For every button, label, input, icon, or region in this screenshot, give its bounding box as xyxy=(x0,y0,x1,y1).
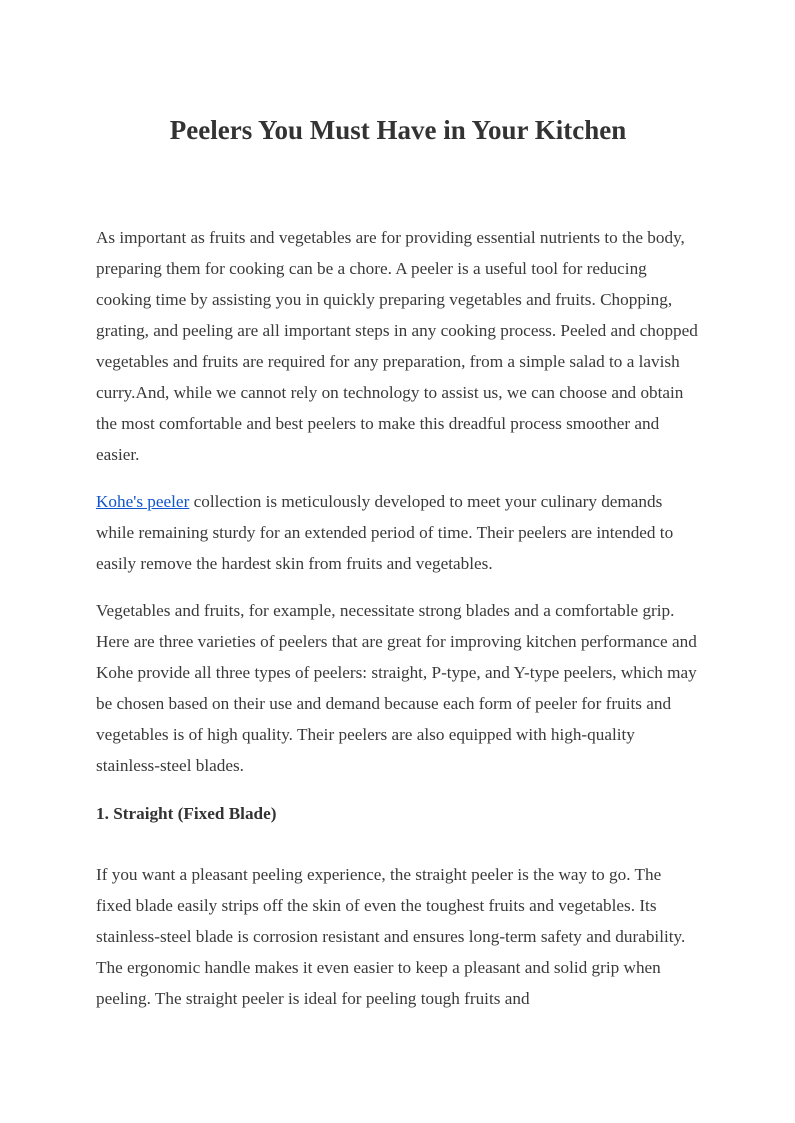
straight-peeler-paragraph: If you want a pleasant peeling experience, the straight peeler is the way to go. The fixed blade easily strips off the skin of even the toughest fruits and vegetables. Its stainless-steel blade is corrosion resistant and ensures long-term safety and durability. The ergonomic handle makes it even easier to keep a pleasant and solid grip when peeling. The straight peeler is ideal for peeling tough fruits and xyxy=(96,865,686,1008)
page-title: Peelers You Must Have in Your Kitchen xyxy=(169,115,627,145)
intro-paragraph: As important as fruits and vegetables are for providing essential nutrients to the body, preparing them for cooking can be a chore. A peeler is a useful tool for reducing cooking time by assisting you in quickly preparing vegetables and fruits. Chopping, grating, and peeling are all important steps in any cooking process. Peeled and chopped vegetables and fruits are required for any preparation, from a simple salad to a lavish curry.And, while we cannot rely on technology to assist us, we can choose and obtain the most comfortable and best peelers to make this dreadful process smoother and easier. xyxy=(96,228,698,464)
kohe-paragraph xyxy=(96,486,700,579)
varieties-paragraph: Vegetables and fruits, for example, necessitate strong blades and a comfortable grip. Here are three varieties of peelers that are great for improving kitchen performance and Kohe provide all three types of peelers: straight, P-type, and Y-type peelers, which may be chosen based on their use and demand because each form of peeler for fruits and vegetables is of high quality. Their peelers are also equipped with high-quality stainless-steel blades. xyxy=(96,601,697,775)
section-heading-straight: 1. Straight (Fixed Blade) xyxy=(96,804,277,823)
kohe-paragraph-text: collection is meticulously developed to meet your culinary demands while remaining sturdy for an extended period of time. Their peelers are intended to easily remove the hardest skin from fruits and vegetables. xyxy=(96,492,674,573)
kohe-peeler-link[interactable]: Kohe's peeler xyxy=(96,492,190,511)
